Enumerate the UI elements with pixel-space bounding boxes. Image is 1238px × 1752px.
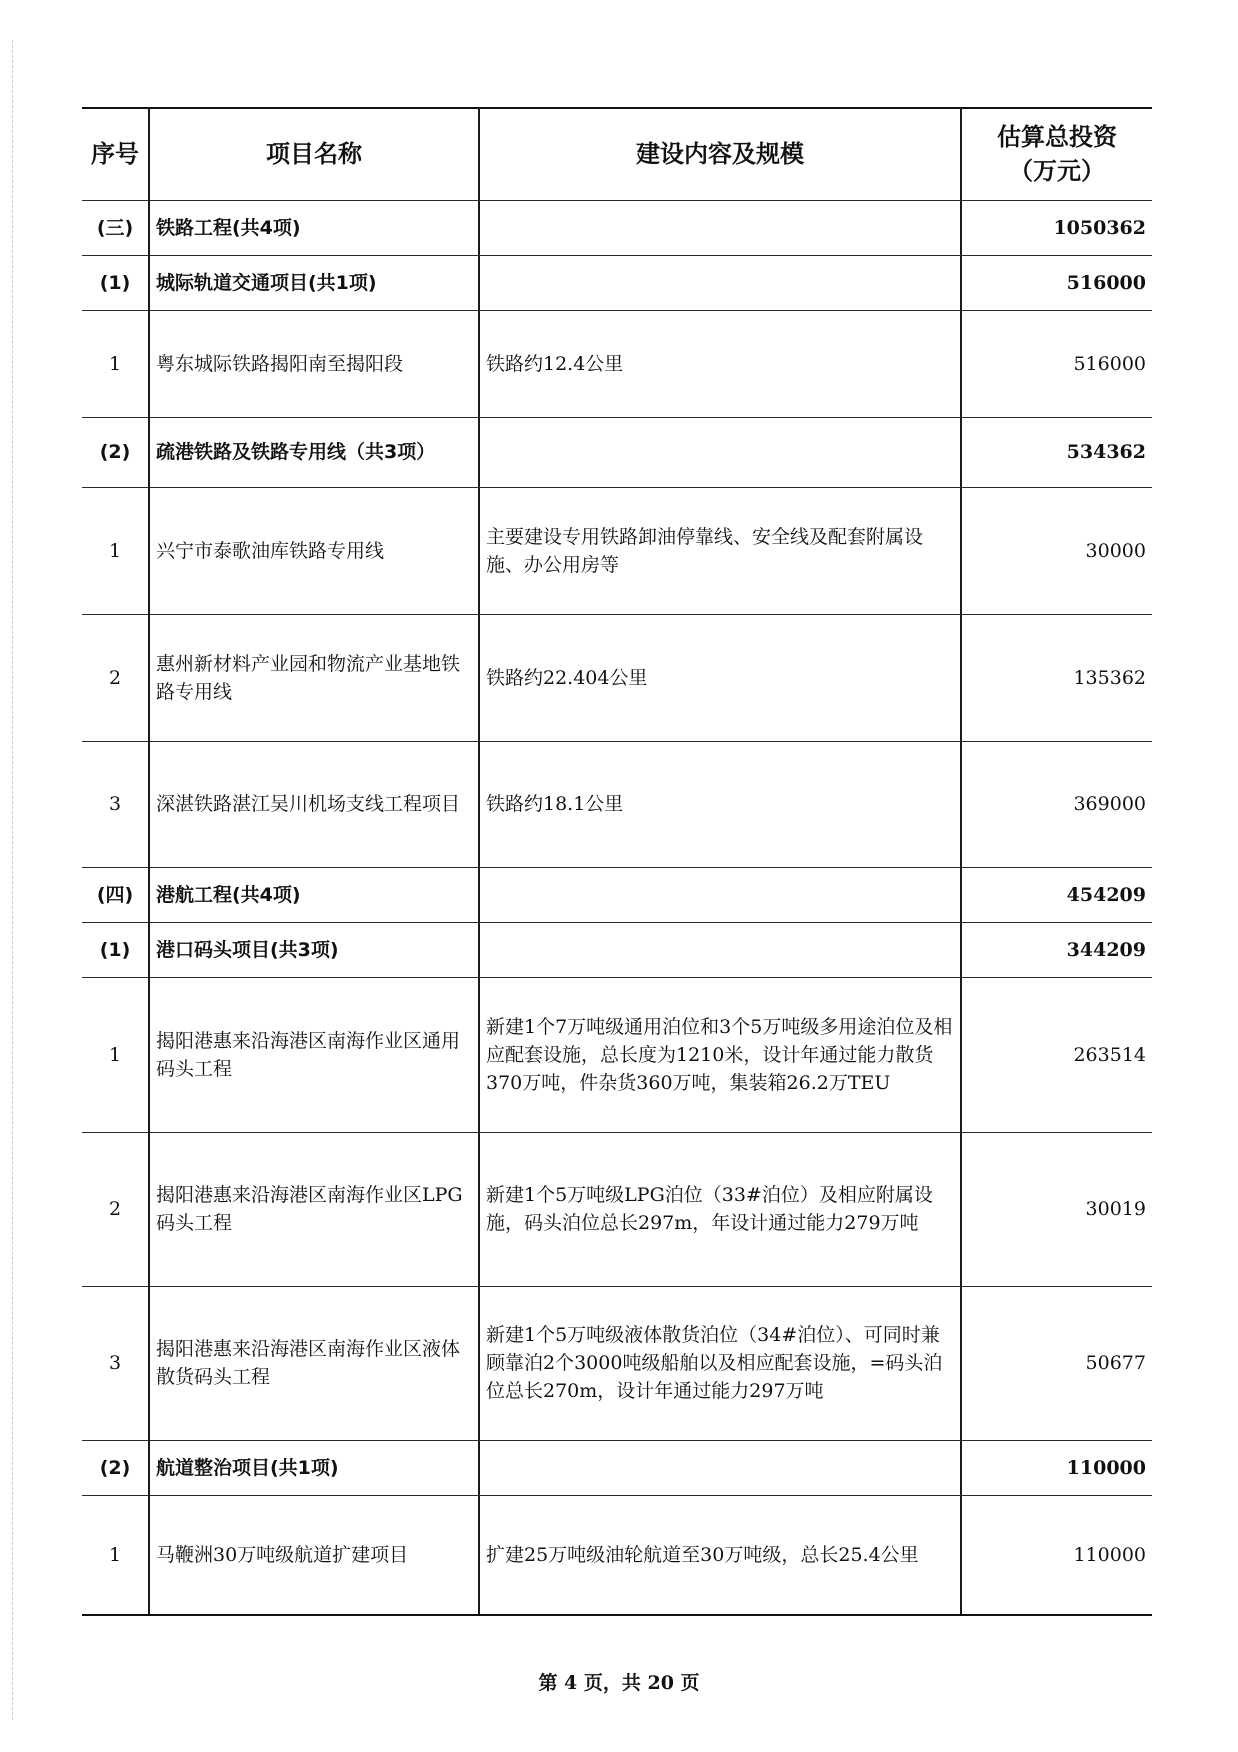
- table-row: [82, 417, 1152, 487]
- table-row: [82, 1132, 1152, 1286]
- row-no: (2): [82, 417, 149, 487]
- row-amount: 1050362: [961, 200, 1152, 255]
- table-header-row: [82, 108, 1152, 200]
- table-row: [82, 1495, 1152, 1615]
- header-investment-line2: （万元）: [1009, 157, 1105, 186]
- row-no: 3: [82, 1286, 149, 1440]
- row-name: 揭阳港惠来沿海港区南海作业区LPG码头工程: [149, 1132, 479, 1286]
- header-investment-line1: 估算总投资: [997, 123, 1117, 152]
- table-row: [82, 200, 1152, 255]
- row-content: 新建1个7万吨级通用泊位和3个5万吨级多用途泊位及相应配套设施，总长度为1210米，设计年通过能力散货370万吨，件杂货360万吨，集装箱26.2万TEU: [479, 977, 961, 1132]
- row-amount: 263514: [961, 977, 1152, 1132]
- row-amount: 30019: [961, 1132, 1152, 1286]
- row-no: (1): [82, 255, 149, 310]
- row-no: 1: [82, 487, 149, 614]
- row-name: 惠州新材料产业园和物流产业基地铁路专用线: [149, 614, 479, 741]
- row-no: 3: [82, 741, 149, 867]
- table-row: [82, 1286, 1152, 1440]
- row-content: [479, 922, 961, 977]
- row-content: 铁路约18.1公里: [479, 741, 961, 867]
- header-name: 项目名称: [149, 108, 479, 200]
- row-name: 马鞭洲30万吨级航道扩建项目: [149, 1495, 479, 1615]
- row-content: 铁路约22.404公里: [479, 614, 961, 741]
- row-amount: 516000: [961, 255, 1152, 310]
- table-row: [82, 310, 1152, 417]
- row-content: 主要建设专用铁路卸油停靠线、安全线及配套附属设施、办公用房等: [479, 487, 961, 614]
- row-amount: 110000: [961, 1495, 1152, 1615]
- table-row: [82, 741, 1152, 867]
- row-content: [479, 255, 961, 310]
- row-name: 粤东城际铁路揭阳南至揭阳段: [149, 310, 479, 417]
- row-name: 城际轨道交通项目(共1项): [149, 255, 479, 310]
- row-content: [479, 867, 961, 922]
- page-footer: 第 4 页，共 20 页: [538, 1672, 700, 1694]
- row-name: 揭阳港惠来沿海港区南海作业区通用码头工程: [149, 977, 479, 1132]
- row-amount: 50677: [961, 1286, 1152, 1440]
- table-row: [82, 867, 1152, 922]
- row-no: (2): [82, 1440, 149, 1495]
- row-name: 港口码头项目(共3项): [149, 922, 479, 977]
- row-name: 铁路工程(共4项): [149, 200, 479, 255]
- table-row: [82, 255, 1152, 310]
- row-name: 港航工程(共4项): [149, 867, 479, 922]
- table-row: [82, 922, 1152, 977]
- row-no: 1: [82, 1495, 149, 1615]
- row-no: 2: [82, 614, 149, 741]
- row-no: (1): [82, 922, 149, 977]
- scan-edge: [12, 40, 14, 1720]
- row-amount: 534362: [961, 417, 1152, 487]
- row-content: 新建1个5万吨级LPG泊位（33#泊位）及相应附属设施，码头泊位总长297m，年设计通过能力279万吨: [479, 1132, 961, 1286]
- row-amount: 454209: [961, 867, 1152, 922]
- row-no: 1: [82, 977, 149, 1132]
- row-content: 铁路约12.4公里: [479, 310, 961, 417]
- header-no: 序号: [82, 108, 149, 200]
- row-amount: 110000: [961, 1440, 1152, 1495]
- header-investment: [961, 108, 1152, 200]
- table-row: [82, 977, 1152, 1132]
- row-no: (四): [82, 867, 149, 922]
- row-amount: 344209: [961, 922, 1152, 977]
- header-content: 建设内容及规模: [479, 108, 961, 200]
- row-amount: 369000: [961, 741, 1152, 867]
- row-name: 揭阳港惠来沿海港区南海作业区液体散货码头工程: [149, 1286, 479, 1440]
- row-name: 深湛铁路湛江吴川机场支线工程项目: [149, 741, 479, 867]
- row-name: 航道整治项目(共1项): [149, 1440, 479, 1495]
- row-content: [479, 1440, 961, 1495]
- row-no: 1: [82, 310, 149, 417]
- row-no: (三): [82, 200, 149, 255]
- table-row: [82, 487, 1152, 614]
- project-table: [82, 107, 1152, 1616]
- table-row: [82, 614, 1152, 741]
- table-row: [82, 1440, 1152, 1495]
- row-name: 兴宁市泰歌油库铁路专用线: [149, 487, 479, 614]
- row-amount: 516000: [961, 310, 1152, 417]
- row-content: [479, 200, 961, 255]
- row-no: 2: [82, 1132, 149, 1286]
- row-name: 疏港铁路及铁路专用线（共3项）: [149, 417, 479, 487]
- row-content: 新建1个5万吨级液体散货泊位（34#泊位）、可同时兼顾靠泊2个3000吨级船舶以及相应配套设施，=码头泊位总长270m，设计年通过能力297万吨: [479, 1286, 961, 1440]
- row-amount: 30000: [961, 487, 1152, 614]
- row-content: [479, 417, 961, 487]
- row-content: 扩建25万吨级油轮航道至30万吨级，总长25.4公里: [479, 1495, 961, 1615]
- row-amount: 135362: [961, 614, 1152, 741]
